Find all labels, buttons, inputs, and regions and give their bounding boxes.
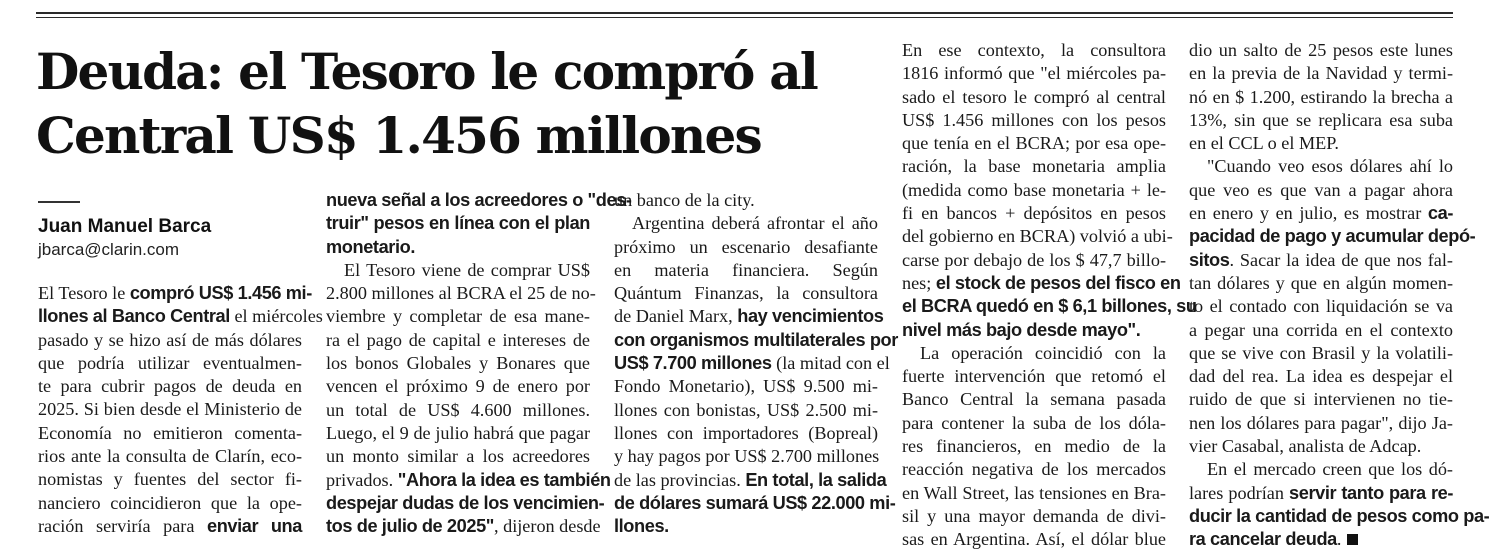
article-line <box>326 422 590 445</box>
article-column-4 <box>902 39 1197 552</box>
article-line <box>326 189 632 212</box>
body-text: nes; <box>902 272 936 293</box>
article-line <box>326 445 590 468</box>
bold-text: ca- <box>1427 203 1453 224</box>
article-line <box>614 329 898 352</box>
article-line <box>1189 155 1453 178</box>
article-line <box>614 399 878 422</box>
article-line <box>38 468 302 491</box>
headline-line-2: Central US$ 1.456 millones <box>36 106 761 165</box>
body-text: nó en $ 1.200, estirando la brecha a <box>1189 86 1453 107</box>
article-column-1 <box>38 282 323 538</box>
article-line <box>1189 458 1453 481</box>
article-line <box>1189 272 1453 295</box>
article-line <box>1189 412 1453 435</box>
article-line <box>1189 202 1453 225</box>
article-line <box>614 305 884 328</box>
bold-text: despejar dudas de los vencimien- <box>326 492 605 513</box>
bold-text: llones. <box>614 516 669 537</box>
body-text: un total de US$ 4.600 millones. <box>326 399 590 420</box>
bold-text: monetario. <box>326 236 415 257</box>
headline-line-1: Deuda: el Tesoro le compró al <box>36 42 818 101</box>
bold-text: "Ahora la idea es también <box>397 469 611 490</box>
article-line <box>38 492 302 515</box>
article-line <box>326 282 596 305</box>
body-text: en enero y en julio, es mostrar <box>1189 203 1428 224</box>
article-line <box>902 342 1166 365</box>
article-line <box>1189 365 1453 388</box>
body-text: 2.800 millones al BCRA el 25 de no- <box>326 283 596 304</box>
body-text: llones con bonistas, US$ 2.500 mi- <box>614 399 878 420</box>
article-line <box>614 515 878 538</box>
body-text: Quántum Finanzas, la consultora <box>614 283 878 304</box>
body-text: Fondo Monetario), US$ 9.500 mi- <box>614 376 878 397</box>
bold-text: con organismos multilaterales por <box>614 329 898 350</box>
body-text: lares podrían <box>1189 482 1290 503</box>
top-rule-thin <box>36 17 1453 18</box>
body-text: US$ 1.456 millones con los pesos <box>902 109 1166 130</box>
article-line <box>614 422 878 445</box>
bold-text: sitos <box>1189 249 1230 270</box>
article-line <box>38 398 302 421</box>
article-line <box>326 375 590 398</box>
body-text: en Wall Street, las tensiones en Bra- <box>902 482 1166 503</box>
article-line <box>902 365 1166 388</box>
author-email: jbarca@clarin.com <box>38 240 180 259</box>
body-text: del gobierno en BCRA) volvió a ubi- <box>902 226 1173 247</box>
bold-text: enviar una <box>206 515 302 536</box>
article-column-2 <box>326 189 632 538</box>
bold-text: tos de julio de 2025" <box>326 516 495 537</box>
body-text: En ese contexto, la consultora <box>902 40 1166 60</box>
body-text: 13%, sin que se replicara esa suba <box>1189 109 1453 130</box>
article-line <box>38 329 302 352</box>
body-text: Economía no emitieron comenta- <box>38 422 302 443</box>
article-line <box>1189 505 1490 528</box>
article-line <box>1189 179 1453 202</box>
article-line <box>902 62 1166 85</box>
body-text: que veo es que van a pagar ahora <box>1189 179 1453 200</box>
article-line <box>1189 249 1453 272</box>
article-line <box>902 388 1166 411</box>
article-line <box>326 212 590 235</box>
article-line <box>902 249 1166 272</box>
article-line <box>326 399 590 422</box>
article-line <box>902 295 1197 318</box>
body-text: . <box>1336 529 1342 550</box>
article-line <box>614 445 878 468</box>
article-line <box>1189 435 1453 458</box>
end-of-article-icon <box>1347 534 1358 545</box>
article-line <box>902 109 1166 132</box>
body-text: "Cuando veo esos dólares ahí lo <box>1207 156 1453 177</box>
bold-text: nivel más bajo desde mayo". <box>902 319 1141 340</box>
article-line <box>326 492 605 515</box>
article-line <box>614 352 890 375</box>
body-text: en materia financiera. Según <box>614 259 878 280</box>
body-text: , dijeron desde <box>494 516 601 537</box>
body-text: El Tesoro le <box>38 283 130 303</box>
body-text: res financieros, en medio de la <box>902 436 1166 457</box>
article-column-3 <box>614 189 898 538</box>
body-text: 2025. Si bien desde el Ministerio de <box>38 399 302 420</box>
body-text: rios ante la consulta de Clarín, eco- <box>38 446 302 467</box>
article-line <box>326 515 601 538</box>
article-line <box>614 189 878 212</box>
bold-text: truir" pesos en línea con el plan <box>326 213 590 234</box>
body-text: sil y una mayor demanda de divi- <box>902 505 1166 526</box>
article-line <box>902 86 1166 109</box>
body-text: tan dólares y que en algún momen- <box>1189 272 1453 293</box>
article-line <box>902 132 1166 155</box>
article-line <box>1189 388 1453 411</box>
body-text: que tenía en el BCRA; por esa ope- <box>902 133 1166 154</box>
body-text: el miércoles <box>229 306 323 327</box>
body-text: nen los dólares para pagar", dijo Ja- <box>1189 412 1453 433</box>
body-text: Banco Central la semana pasada <box>902 389 1166 410</box>
bold-text: pacidad de pago y acumular depó- <box>1189 226 1476 247</box>
body-text: ruido de que si intervienen no tie- <box>1189 389 1453 410</box>
body-text: (medida como base monetaria + le- <box>902 179 1166 200</box>
body-text: llones con importadores (Bopreal) <box>614 422 878 443</box>
headline <box>36 40 836 168</box>
body-text: . Sacar la idea de que nos fal- <box>1229 249 1453 270</box>
article-line <box>902 155 1166 178</box>
body-text: ración, la base monetaria amplia <box>902 156 1166 177</box>
article-line <box>1189 319 1453 342</box>
article-line <box>614 259 878 282</box>
article-line <box>1189 86 1453 109</box>
article-line <box>38 515 302 538</box>
article-line <box>1189 109 1453 132</box>
article-line <box>1189 482 1453 505</box>
body-text: (la mitad con el <box>771 353 890 374</box>
bold-text: de dólares sumará US$ 22.000 mi- <box>614 492 896 513</box>
article-line <box>38 422 302 445</box>
bold-text: compró US$ 1.456 mi- <box>129 283 312 303</box>
body-text: to el contado con liquidación se va <box>1189 296 1453 317</box>
article-line <box>902 319 1166 342</box>
bold-text: el BCRA quedó en $ 6,1 billones, su <box>902 296 1197 317</box>
article-line <box>902 528 1166 551</box>
body-text: carse por debajo de los $ 47,7 billo- <box>902 249 1166 270</box>
article-line <box>326 305 590 328</box>
body-text: fi en bancos + depósitos en pesos <box>902 203 1166 224</box>
body-text: en la previa de la Navidad y termi- <box>1189 63 1453 84</box>
article-line <box>902 505 1166 528</box>
article-line <box>326 352 590 375</box>
article-line <box>326 259 590 282</box>
body-text: a pegar una corrida en el contexto <box>1189 319 1453 340</box>
article-line <box>38 282 312 305</box>
body-text: un banco de la city. <box>614 190 755 210</box>
article-line <box>38 445 302 468</box>
body-text: La operación coincidió con la <box>920 342 1166 363</box>
body-text: los bonos Globales y Bonares que <box>326 353 590 374</box>
bold-text: nueva señal a los acreedores o "des- <box>326 190 632 210</box>
body-text: sado el tesoro le compró al central <box>902 86 1166 107</box>
body-text: Luego, el 9 de julio habrá que pagar <box>326 422 590 443</box>
bold-text: hay vencimientos <box>737 306 884 327</box>
article-line <box>902 202 1166 225</box>
article-line <box>326 329 590 352</box>
article-line <box>326 236 590 259</box>
article-line <box>1189 132 1453 155</box>
article-line <box>38 352 302 375</box>
article-line <box>902 39 1166 62</box>
article-line <box>1189 295 1453 318</box>
bold-text: el stock de pesos del fisco en <box>935 272 1181 293</box>
bold-text: US$ 7.700 millones <box>614 353 772 374</box>
article-line <box>614 492 896 515</box>
body-text: fuerte intervención que retomó el <box>902 366 1166 387</box>
article-line <box>614 375 878 398</box>
body-text: ra el pago de capital e intereses de <box>326 329 590 350</box>
body-text: nanciero coincidieron que la ope- <box>38 492 302 513</box>
body-text: sas en Argentina. Así, el dólar blue <box>902 529 1166 550</box>
article-line <box>902 272 1181 295</box>
body-text: próximo un escenario desafiante <box>614 236 878 257</box>
body-text: El Tesoro viene de comprar US$ <box>344 259 590 280</box>
body-text: un monto similar a los acreedores <box>326 446 590 467</box>
article-line <box>902 482 1166 505</box>
article-line <box>38 375 302 398</box>
body-text: que se vive con Brasil y la volatili- <box>1189 342 1453 363</box>
body-text: 1816 informó que "el miércoles pa- <box>902 63 1166 84</box>
article-line <box>614 282 878 305</box>
body-text: pasado y se hizo así de más dólares <box>38 329 302 350</box>
bold-text: En total, la salida <box>745 469 887 490</box>
article-line <box>902 412 1166 435</box>
article-line <box>326 469 611 492</box>
body-text: para contener la suba de los dóla- <box>902 412 1166 433</box>
body-text: vier Casabal, analista de Adcap. <box>1189 436 1422 457</box>
body-text: reacción negativa de los mercados <box>902 459 1166 480</box>
body-text: en el CCL o el MEP. <box>1189 133 1339 154</box>
bold-text: ducir la cantidad de pesos como pa- <box>1189 505 1490 526</box>
body-text: ración serviría para <box>38 515 207 536</box>
article-line <box>614 469 887 492</box>
body-text: vencen el próximo 9 de enero por <box>326 376 590 397</box>
article-line <box>902 435 1166 458</box>
article-line <box>1189 528 1453 551</box>
article-line <box>1189 342 1453 365</box>
body-text: y hay pagos por US$ 2.700 millones <box>614 446 880 467</box>
body-text: En el mercado creen que los dó- <box>1207 459 1453 480</box>
article-line <box>1189 225 1476 248</box>
body-text: dad del rea. La idea es despejar el <box>1189 366 1453 387</box>
article-line <box>1189 39 1453 62</box>
body-text: que podría utilizar eventualmen- <box>38 352 302 373</box>
article-line <box>614 236 878 259</box>
article-line <box>902 225 1173 248</box>
article-line <box>1189 62 1453 85</box>
article-line <box>902 458 1166 481</box>
bold-text: servir tanto para re- <box>1289 482 1453 503</box>
body-text: Argentina deberá afrontar el año <box>632 213 878 234</box>
top-rule <box>36 12 1453 14</box>
body-text: nomistas y fuentes del sector fi- <box>38 469 302 490</box>
article-line <box>614 212 878 235</box>
article-line <box>38 305 323 328</box>
body-text: de las provincias. <box>614 469 746 490</box>
body-text: dio un salto de 25 pesos este lunes <box>1189 40 1453 60</box>
bold-text: ra cancelar deuda <box>1189 529 1337 550</box>
article-column-5 <box>1189 39 1490 552</box>
body-text: te para cubrir pagos de deuda en <box>38 376 302 397</box>
body-text: de Daniel Marx, <box>614 306 738 327</box>
author-name: Juan Manuel Barca <box>38 216 212 237</box>
byline-rule <box>38 201 80 203</box>
body-text: viembre y completar de esa mane- <box>326 306 590 327</box>
body-text: privados. <box>326 469 398 490</box>
article-line <box>902 179 1166 202</box>
bold-text: llones al Banco Central <box>38 306 230 327</box>
